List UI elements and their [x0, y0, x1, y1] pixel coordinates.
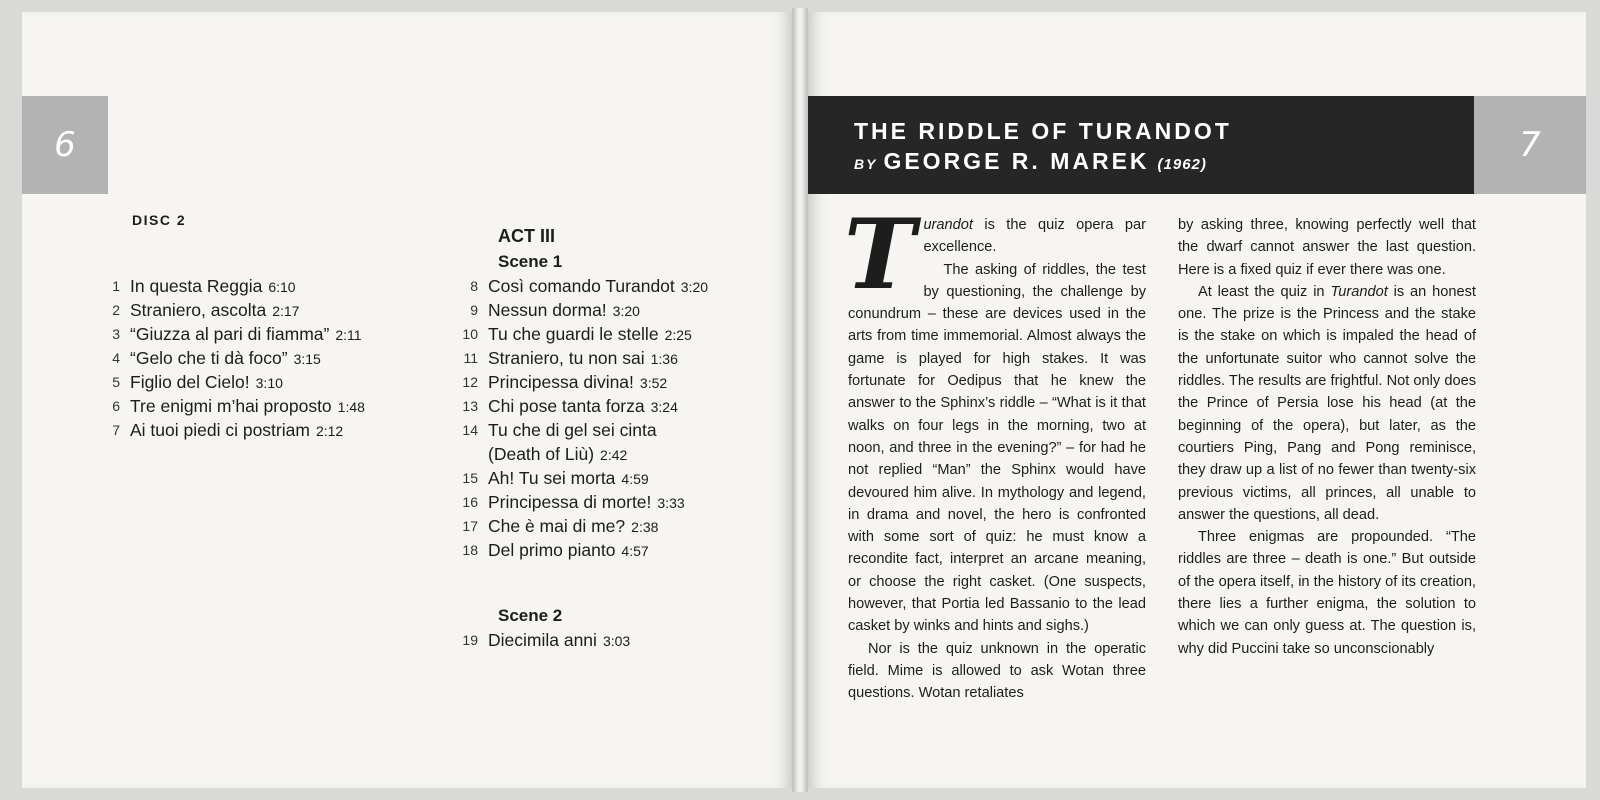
track-title: Ai tuoi piedi ci postriam [130, 420, 310, 440]
track-item [458, 514, 658, 538]
paragraph: by asking three, knowing perfectly well that the dwarf cannot answer the last question. Here is a fixed quiz if ever there was one. [1178, 217, 1476, 278]
track-number: 18 [462, 542, 478, 558]
author-name: GEORGE R. MAREK [883, 148, 1150, 174]
track-item [458, 370, 667, 394]
track-title: Diecimila anni [488, 630, 597, 650]
track-duration: 1:36 [650, 351, 678, 367]
page-number-right: 7 [1474, 96, 1586, 194]
track-number: 3 [112, 326, 120, 342]
paragraph: Three enigmas are propounded. “The riddles are three – death is one.” But outside of the opera itself, in the history of its creation, there lies a further enigma, the solution to which we can only guess at. The question is, why did Puccini take so unconscionably [1178, 529, 1476, 657]
book-gutter [792, 8, 808, 792]
track-duration: 4:59 [621, 471, 649, 487]
paragraph [1178, 281, 1476, 526]
track-number: 7 [112, 422, 120, 438]
paragraph: The asking of riddles, the test by questioning, the challenge by conundrum – these are devices used in the arts from time immemorial. Almost always the game is played for high stakes. It was fortunate for Oedipus that he knew the answer to the Sphinx’s riddle – “What is it that walks on four legs in the morning, two at noon, and three in the evening?” – for had he not replied “Man” the Sphinx would have devoured him alive. In mythology and legend, in drama and novel, the hero is confronted with some sort of quiz: he must know a recondite fact, interpret an arcane meaning, or choose the right casket. (One suspects, however, that Portia led Bassanio to the lead casket by winks and hints and sighs.) [848, 261, 1146, 635]
article-byline [854, 148, 1207, 175]
track-item [106, 418, 343, 442]
paragraph [844, 198, 1146, 311]
publication-year: (1962) [1157, 156, 1207, 173]
paragraph-text: is an honest one. The prize is the Princess and the stake is the stake on which is impaled the head of the unfortunate suitor who cannot solve the riddles. The results are frightful. Not only does the Prince of Persia lose his head (at the beginning of the opera), but later, as the courtiers Ping, Pang and Pong reminisce, they draw up a list of no fewer than twenty-six previous victims, all princes, all unable to answer the questions, all dead. [1178, 283, 1476, 523]
disc-label: DISC 2 [132, 212, 187, 228]
track-duration: 3:20 [680, 279, 709, 295]
track-number: 1 [112, 278, 120, 294]
track-item [458, 298, 640, 322]
track-item [106, 370, 283, 394]
track-duration: 2:17 [272, 303, 300, 319]
track-duration: 2:25 [664, 327, 692, 343]
track-number: 14 [462, 422, 478, 438]
track-number: 10 [462, 326, 478, 342]
scene-2-label: Scene 2 [498, 606, 563, 625]
track-number: 15 [462, 470, 478, 486]
track-item [106, 298, 299, 322]
track-duration: 3:20 [612, 303, 640, 319]
track-title: Tu che guardi le stelle [488, 324, 659, 344]
track-item [106, 346, 321, 370]
paragraph-text: At least the quiz in [1198, 283, 1331, 300]
track-number: 5 [112, 374, 120, 390]
track-number: 6 [112, 398, 120, 414]
track-number: 17 [462, 518, 478, 534]
track-item [458, 442, 627, 466]
track-duration: 3:10 [255, 375, 283, 391]
track-number: 13 [462, 398, 478, 414]
track-number: 8 [470, 278, 478, 294]
track-item [458, 466, 649, 490]
track-duration: 2:38 [631, 519, 659, 535]
drop-cap: T [844, 198, 916, 311]
track-title: Chi pose tanta forza [488, 396, 645, 416]
track-item [458, 394, 678, 418]
track-title: In questa Reggia [130, 276, 263, 296]
track-title: Straniero, tu non sai [488, 348, 645, 368]
track-number: 16 [462, 494, 478, 510]
track-item [458, 274, 708, 298]
track-item [106, 394, 365, 418]
track-item [458, 538, 649, 562]
track-title: Figlio del Cielo! [130, 372, 250, 392]
track-title: Ah! Tu sei morta [488, 468, 616, 488]
track-title: Tu che di gel sei cinta [488, 420, 657, 440]
paragraph: Nor is the quiz unknown in the operatic field. Mime is allowed to ask Wotan three questions. Wotan retaliates [848, 640, 1146, 702]
italic-title: urandot [923, 217, 973, 233]
track-duration: 3:15 [293, 351, 321, 367]
track-title: (Death of Liù) [488, 444, 595, 464]
track-title: Così comando Turandot [488, 276, 675, 296]
italic-title: Turandot [1330, 283, 1388, 300]
track-item [106, 274, 296, 298]
byline-prefix: BY [854, 156, 878, 172]
track-number: 4 [112, 350, 120, 366]
track-duration: 2:42 [600, 447, 628, 463]
track-title: Tre enigmi m’hai proposto [130, 396, 332, 416]
track-item [458, 628, 630, 652]
track-title: “Gelo che ti dà foco” [130, 348, 288, 368]
track-item [458, 346, 678, 370]
article-title: THE RIDDLE OF TURANDOT [854, 118, 1232, 144]
track-title: Del primo pianto [488, 540, 616, 560]
track-duration: 3:33 [657, 495, 685, 511]
track-title: Principessa di morte! [488, 492, 652, 512]
track-duration: 3:03 [602, 633, 631, 649]
page-number-left: 6 [22, 96, 108, 194]
article-column-1 [844, 198, 1146, 705]
track-number: 11 [463, 350, 478, 366]
track-number: 19 [462, 632, 478, 648]
track-number: 9 [470, 302, 478, 318]
track-item [458, 322, 692, 346]
track-duration: 2:11 [335, 327, 362, 343]
track-number: 2 [112, 302, 120, 318]
track-item [458, 418, 663, 442]
track-title: Nessun dorma! [488, 300, 607, 320]
track-title: Che è mai di me? [488, 516, 626, 536]
act-label: ACT III [498, 226, 555, 246]
track-duration: 4:57 [621, 543, 649, 559]
track-item [458, 490, 685, 514]
left-page [22, 12, 792, 788]
track-duration: 3:24 [650, 399, 678, 415]
track-title: “Giuzza al pari di fiamma” [130, 324, 330, 344]
track-duration: 1:48 [337, 399, 365, 415]
article-column-2 [1178, 214, 1476, 660]
title-banner [808, 96, 1474, 194]
right-page [808, 12, 1586, 788]
scene-1-label: Scene 1 [498, 252, 563, 271]
track-duration: 2:12 [315, 423, 344, 439]
track-item [106, 322, 362, 346]
track-number: 12 [462, 374, 478, 390]
track-duration: 3:52 [639, 375, 668, 391]
track-title: Principessa divina! [488, 372, 634, 392]
paragraph-text: is the quiz opera par excellence. [923, 217, 1146, 256]
track-title: Straniero, ascolta [130, 300, 267, 320]
track-duration: 6:10 [268, 279, 296, 295]
